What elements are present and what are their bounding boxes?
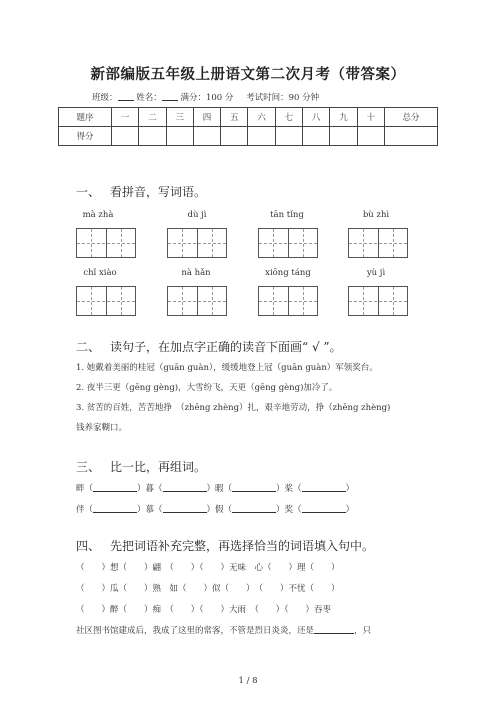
score-header-cell: 二 <box>139 108 166 127</box>
compare-row: 伴（ ）慕（ ）假（ ）奖（ ） <box>76 505 355 515</box>
score-header-cell: 题序 <box>59 108 112 127</box>
writing-box[interactable] <box>348 286 408 316</box>
idiom-row: （ ）想（ ）翩 （ ）（ ）无味 心（ ）理（ ） <box>76 563 340 573</box>
name-label: 姓名： <box>136 93 162 103</box>
score-cell[interactable] <box>303 127 330 146</box>
score-header-cell: 三 <box>166 108 193 127</box>
writing-box[interactable] <box>348 228 408 258</box>
section-1-heading <box>76 183 206 200</box>
score-cell[interactable] <box>357 127 384 146</box>
question-line: 3. 贫苦的百姓，苦苦地挣 （zhēng zhèng）扎，艰辛地劳动，挣（zhēng zhèng) <box>76 403 391 413</box>
class-label: 班级： <box>92 93 118 103</box>
score-header-cell: 八 <box>303 108 330 127</box>
time-label: 考试时间：90 分钟 <box>246 93 320 103</box>
score-table <box>58 107 438 146</box>
score-table-header <box>59 108 438 127</box>
section-number: 三、 <box>76 460 101 474</box>
section-title: 读句子，在加点字正确的读音下面画“ √ ”。 <box>110 340 342 354</box>
score-header-cell: 一 <box>112 108 139 127</box>
score-cell[interactable] <box>248 127 275 146</box>
answer-blank[interactable] <box>93 503 137 513</box>
idiom-row: （ ）瓜（ ）熟 如（ ）似（ ） （ ）不忧（ ） <box>76 584 340 594</box>
score-table-row <box>59 127 438 146</box>
writing-box[interactable] <box>76 286 136 316</box>
pinyin-label: bù zhì <box>362 210 390 220</box>
pinyin-label: dù jì <box>187 210 207 220</box>
score-cell[interactable] <box>166 127 193 146</box>
pinyin-label: mà zhà <box>82 210 114 220</box>
score-cell[interactable] <box>112 127 139 146</box>
section-4-heading <box>76 537 374 554</box>
answer-blank[interactable] <box>163 503 207 513</box>
question-line: 1. 她戴着美丽的桂冠（guān guàn），缓缓地登上冠（guān guàn）军领奖台。 <box>76 363 378 373</box>
section-number: 四、 <box>76 539 101 553</box>
score-header-cell: 四 <box>193 108 220 127</box>
section-title: 比一比，再组词。 <box>110 460 207 474</box>
score-cell[interactable] <box>139 127 166 146</box>
score-header-cell: 九 <box>330 108 357 127</box>
idiom-row: （ ）醉（ ）痴 （ ）（ ）大雨 （ ）（ ）吞枣 <box>76 605 332 615</box>
compare-row: 畔（ ）暮（ ）暇（ ）桨（ ） <box>76 484 355 494</box>
score-cell[interactable] <box>385 127 438 146</box>
pinyin-label: chǐ xiào <box>83 268 117 278</box>
answer-blank[interactable] <box>163 482 207 492</box>
score-cell[interactable] <box>221 127 248 146</box>
score-cell[interactable] <box>193 127 220 146</box>
pinyin-label: tān tǐng <box>270 210 304 220</box>
pinyin-label: nà hǎn <box>181 268 211 278</box>
writing-box[interactable] <box>76 228 136 258</box>
score-header-cell: 五 <box>221 108 248 127</box>
page-title: 新部编版五年级上册语文第二次月考（带答案） <box>90 66 406 83</box>
writing-box[interactable] <box>258 228 318 258</box>
answer-blank[interactable] <box>93 482 137 492</box>
score-header-cell: 六 <box>248 108 275 127</box>
answer-blank[interactable] <box>302 503 346 513</box>
score-header-cell: 十 <box>357 108 384 127</box>
writing-box[interactable] <box>258 286 318 316</box>
name-blank <box>162 92 178 101</box>
score-label: 满分：100 分 <box>180 93 234 103</box>
score-row-label: 得分 <box>59 127 112 146</box>
page-number: 1 / 8 <box>238 676 258 686</box>
section-2-heading <box>76 338 342 355</box>
sentence-line: 社区图书馆建成后，我成了这里的常客，不管是烈日炎炎，还是 ，只 <box>76 626 372 636</box>
pinyin-label: yù jì <box>366 268 386 278</box>
class-blank <box>118 92 134 101</box>
writing-box[interactable] <box>167 228 227 258</box>
section-title: 看拼音，写词语。 <box>110 185 207 199</box>
exam-info <box>92 91 319 103</box>
section-3-heading <box>76 458 206 475</box>
score-cell[interactable] <box>275 127 302 146</box>
pinyin-label: xiōng táng <box>265 268 311 278</box>
writing-box[interactable] <box>167 286 227 316</box>
question-line: 2. 夜半三更（gēng gèng)，大雪纷飞，天更（gēng gèng)加冷了。 <box>76 383 338 393</box>
score-cell[interactable] <box>330 127 357 146</box>
answer-blank[interactable] <box>232 503 276 513</box>
answer-blank[interactable] <box>314 624 354 634</box>
score-header-cell: 七 <box>275 108 302 127</box>
section-title: 先把词语补充完整，再选择恰当的词语填入句中。 <box>110 539 375 553</box>
section-number: 二、 <box>76 340 101 354</box>
answer-blank[interactable] <box>232 482 276 492</box>
section-number: 一、 <box>76 185 101 199</box>
score-header-cell: 总分 <box>385 108 438 127</box>
question-line: 钱养家糊口。 <box>76 423 128 433</box>
answer-blank[interactable] <box>302 482 346 492</box>
